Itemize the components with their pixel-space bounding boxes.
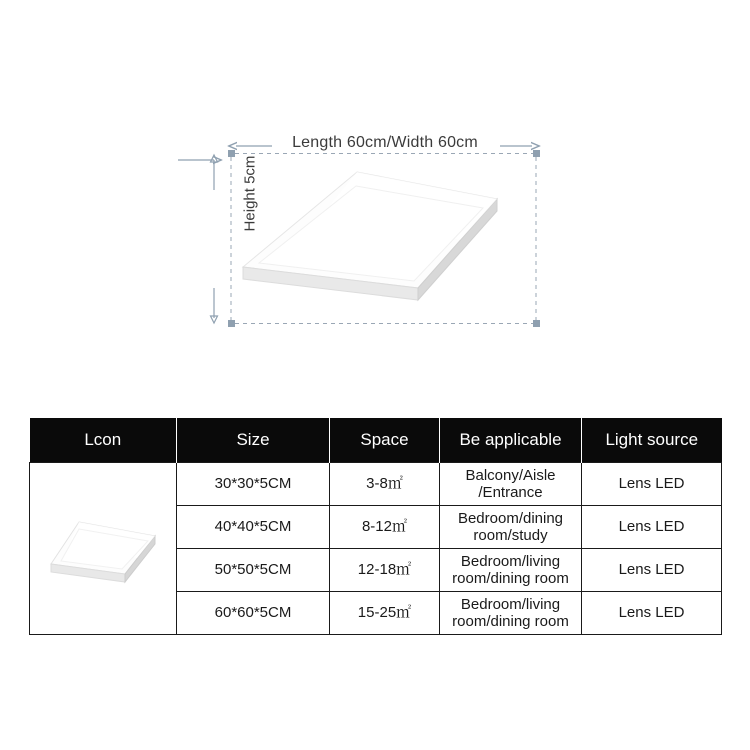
column-header-light-source: Light source bbox=[582, 418, 722, 463]
column-header-applicable: Be applicable bbox=[440, 418, 582, 463]
column-header-space: Space bbox=[330, 418, 440, 463]
cell-size: 40*40*5CM bbox=[177, 506, 330, 549]
cell-light-source: Lens LED bbox=[582, 549, 722, 592]
height-dimension-label: Height 5cm bbox=[241, 155, 259, 232]
cell-size: 50*50*5CM bbox=[177, 549, 330, 592]
table-header-row bbox=[30, 418, 722, 463]
cell-applicable: Bedroom/living room/dining room bbox=[440, 549, 582, 592]
cell-size: 60*60*5CM bbox=[177, 592, 330, 635]
table-row bbox=[30, 463, 722, 506]
cell-space: 15-25㎡ bbox=[330, 592, 440, 635]
cell-light-source: Lens LED bbox=[582, 463, 722, 506]
cell-space: 12-18㎡ bbox=[330, 549, 440, 592]
cell-applicable: Balcony/Aisle /Entrance bbox=[440, 463, 582, 506]
cell-light-source: Lens LED bbox=[582, 506, 722, 549]
cell-applicable: Bedroom/living room/dining room bbox=[440, 592, 582, 635]
specification-table bbox=[29, 418, 721, 635]
column-header-icon: Lcon bbox=[30, 418, 177, 463]
cell-size: 30*30*5CM bbox=[177, 463, 330, 506]
cell-space: 8-12㎡ bbox=[330, 506, 440, 549]
lamp-thumbnail-icon bbox=[33, 514, 173, 584]
column-header-size: Size bbox=[177, 418, 330, 463]
cell-light-source: Lens LED bbox=[582, 592, 722, 635]
cell-space: 3-8㎡ bbox=[330, 463, 440, 506]
length-width-dimension-label: Length 60cm/Width 60cm bbox=[292, 134, 478, 151]
cell-applicable: Bedroom/dining room/study bbox=[440, 506, 582, 549]
product-thumbnail-cell bbox=[30, 463, 177, 635]
